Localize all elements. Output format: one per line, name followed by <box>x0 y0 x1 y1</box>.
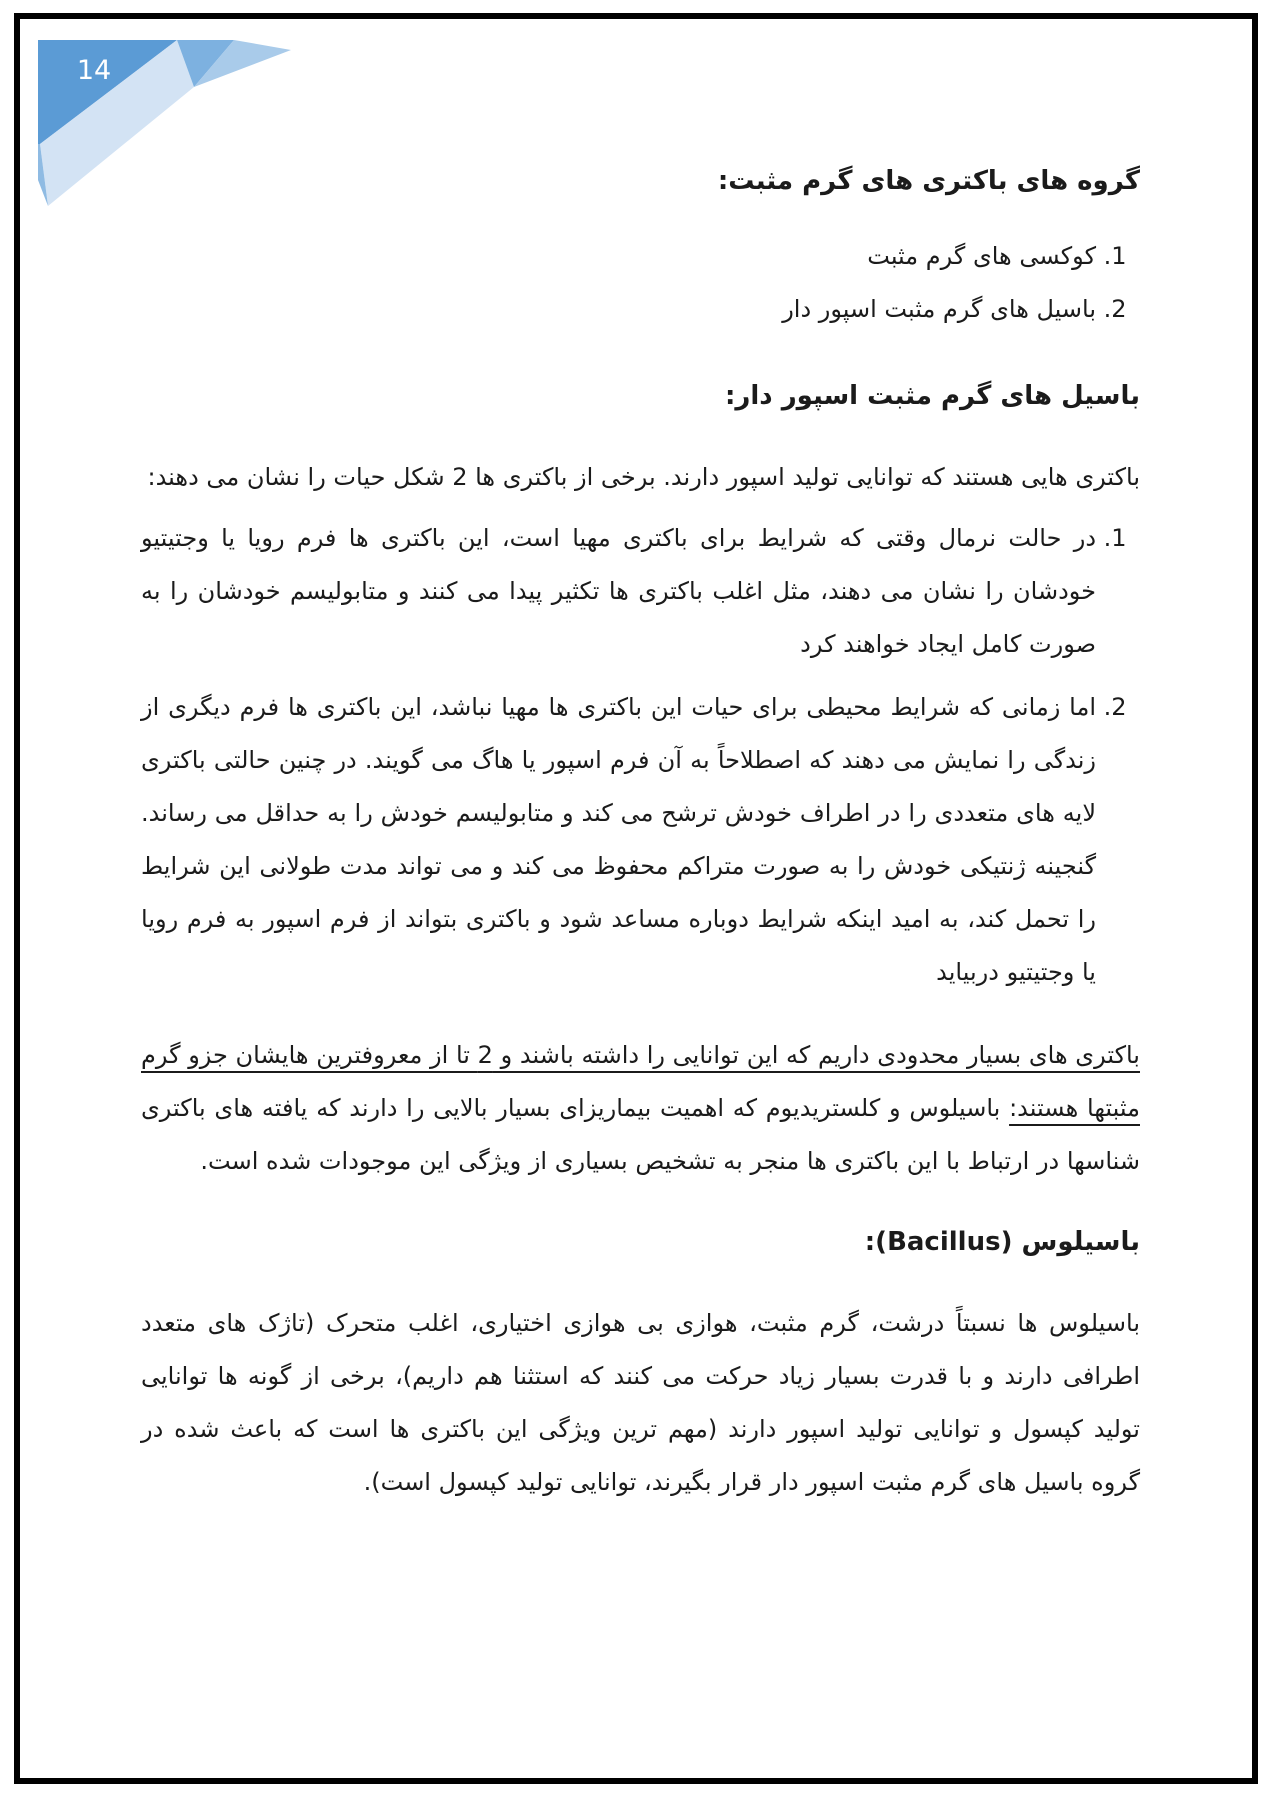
life-forms-list <box>141 512 1140 999</box>
list-item: 1. کوکسی های گرم مثبت <box>141 230 1096 283</box>
paragraph-spore-intro: باکتری هایی هستند که توانایی تولید اسپور دارند. برخی از باکتری ها 2 شکل حیات را نشان می دهند: <box>147 463 1140 491</box>
paragraph-limited-bacteria-rest: باسیلوس و کلستریدیوم که اهمیت بیماریزای بسیار بالایی را دارند که یافته های باکتری شناسها در ارتباط با این باکتری ها منجر به تشخیص بسیاری از ویژگی این موجودات شده است. <box>141 1094 1140 1175</box>
document-body <box>141 0 1140 1509</box>
paragraph-bacillus-description: باسیلوس ها نسبتاً درشت، گرم مثبت، هوازی بی هوازی اختیاری، اغلب متحرک (تاژک های متعدد اطرافی دارند و با قدرت بسیار زیاد حرکت می کنند که استثنا هم داریم)، برخی از گونه ها توانایی تولید کپسول و توانایی تولید اسپور دارند (مهم ترین ویژگی این باکتری ها است که باعث شده در گروه باسیل های گرم مثبت اسپور دار قرار بگیرند، توانایی تولید کپسول است). <box>141 1309 1140 1496</box>
paragraph-limited-bacteria <box>141 1029 1140 1188</box>
list-item: 2. اما زمانی که شرایط محیطی برای حیات این باکتری ها مهیا نباشد، این باکتری ها فرم دیگری از زندگی را نمایش می دهند که اصطلاحاً به آن فرم اسپور یا هاگ می گویند. در چنین حالتی باکتری لایه های متعددی را در اطراف خودش ترشح می کند و متابولیسم خودش را به حداقل می رساند. گنجینه ژنتیکی خودش را به صورت متراکم محفوظ می کند و می تواند مدت طولانی این شرایط را تحمل کند، به امید اینکه شرایط دوباره مساعد شود و باکتری بتواند از فرم اسپور به فرم رویا یا وجتیتیو دربیاید <box>141 681 1096 999</box>
list-item: 2. باسیل های گرم مثبت اسپور دار <box>141 283 1096 336</box>
gram-positive-groups-list <box>141 230 1140 336</box>
list-item: 1. در حالت نرمال وقتی که شرایط برای باکتری مهیا است، این باکتری ها فرم رویا یا وجتیتیو خودشان را نشان می دهند، مثل اغلب باکتری ها تکثیر پیدا می کنند و متابولیسم خودشان را به صورت کامل ایجاد خواهند کرد <box>141 512 1096 671</box>
page-number: 14 <box>76 55 112 86</box>
underlined-text: باکتری های بسیار محدودی داریم که این توانایی را داشته باشند و 2 تا از معروفترین هایشان جزو گرم مثبتها هستند: <box>141 1041 1140 1122</box>
section-heading-gram-positive-groups: گروه های باکتری های گرم مثبت: <box>717 166 1140 196</box>
section-heading-spore-forming-bacilli: باسیل های گرم مثبت اسپور دار: <box>725 381 1140 411</box>
section-heading-bacillus: باسیلوس (Bacillus): <box>864 1227 1140 1257</box>
